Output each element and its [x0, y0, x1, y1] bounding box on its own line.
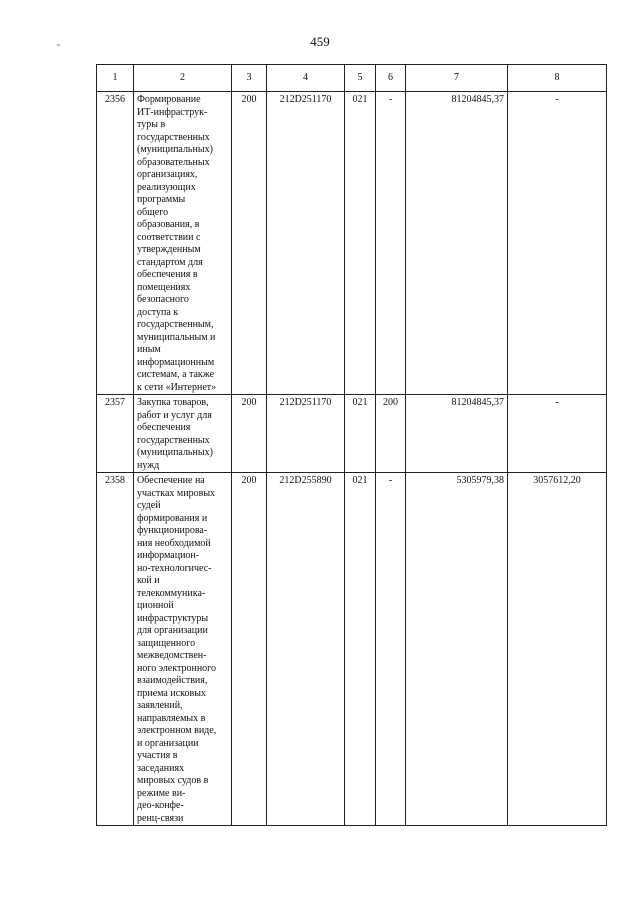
row-c3: 200: [232, 92, 267, 395]
row-name-line: обеспечения в: [137, 269, 198, 280]
table-row: [97, 473, 607, 826]
row-c6: 200: [376, 395, 406, 473]
header-col-6: 6: [376, 65, 406, 92]
row-name-line: образовательных: [137, 156, 210, 168]
table-row: [97, 395, 607, 473]
row-name-line: взаимодействия,: [137, 675, 208, 686]
row-c4: 212D251170: [267, 92, 345, 395]
row-c7: 81204845,37: [406, 92, 508, 395]
row-name-line: ИТ-инфраструк-: [137, 106, 208, 118]
row-name-line: государственных: [137, 131, 210, 143]
row-name-line: део-конфе-: [137, 800, 184, 811]
row-name: [134, 473, 232, 826]
row-name-line: но-технологичес-: [137, 562, 212, 574]
row-c6: -: [376, 92, 406, 395]
row-name-line: ния необходимой: [137, 537, 211, 549]
row-c6: -: [376, 473, 406, 826]
row-c4: 212D251170: [267, 395, 345, 473]
row-name-line: электронном виде,: [137, 725, 217, 736]
row-name-line: инфраструктуры: [137, 612, 209, 624]
table-row: [97, 92, 607, 395]
row-name-line: стандартом для: [137, 256, 203, 268]
row-name-line: обеспечения: [137, 422, 191, 433]
header-col-8: 8: [508, 65, 607, 92]
row-name-line: формирования и: [137, 512, 208, 524]
row-name-line: работ и услуг для: [137, 409, 212, 421]
row-name-line: и организации: [137, 737, 199, 749]
row-name: [134, 395, 232, 473]
row-name-line: судей: [137, 500, 161, 511]
row-name-line: телекоммуника-: [137, 587, 206, 599]
row-name-line: нужд: [137, 459, 160, 471]
row-name-line: общего: [137, 206, 169, 218]
row-name-line: заседаниях: [137, 762, 185, 774]
row-name-line: (муниципальных): [137, 144, 213, 155]
table-header-row: [97, 65, 607, 92]
row-name-line: (муниципальных): [137, 447, 213, 458]
row-name-line: информационным: [137, 356, 215, 368]
row-name-line: доступа к: [137, 306, 179, 318]
row-code: 2357: [97, 395, 134, 473]
row-name-line: мировых судов в: [137, 775, 209, 786]
row-name-line: приема исковых: [137, 687, 206, 699]
row-c3: 200: [232, 473, 267, 826]
row-name-line: Обеспечение на: [137, 475, 205, 486]
row-c8: -: [508, 395, 607, 473]
header-col-1: 1: [97, 65, 134, 92]
row-name-line: программы: [137, 194, 186, 205]
row-name-line: туры в: [137, 119, 166, 130]
row-name-line: муниципальным и: [137, 331, 216, 343]
budget-table: [96, 64, 607, 826]
row-name-line: режиме ви-: [137, 787, 186, 799]
row-name-line: информацион-: [137, 550, 200, 561]
row-name-line: функционирова-: [137, 525, 208, 536]
row-code: 2358: [97, 473, 134, 826]
row-name-line: защищенного: [137, 637, 196, 649]
header-col-4: 4: [267, 65, 345, 92]
row-name-line: направляемых в: [137, 712, 206, 724]
row-name-line: заявлений,: [137, 700, 183, 711]
row-name-line: участия в: [137, 750, 178, 761]
row-name-line: к сети «Интернет»: [137, 381, 217, 393]
row-name-line: государственным,: [137, 319, 214, 330]
header-col-7: 7: [406, 65, 508, 92]
row-name-line: участках мировых: [137, 487, 216, 499]
row-name-line: образования, в: [137, 219, 200, 230]
row-name-line: государственных: [137, 434, 210, 446]
row-c8: -: [508, 92, 607, 395]
row-c4: 212D255890: [267, 473, 345, 826]
row-c5: 021: [345, 473, 376, 826]
row-name-line: помещениях: [137, 281, 191, 293]
header-col-2: 2: [134, 65, 232, 92]
row-name-line: ционной: [137, 600, 174, 611]
row-c3: 200: [232, 395, 267, 473]
row-name-line: межведомствен-: [137, 650, 207, 661]
header-col-5: 5: [345, 65, 376, 92]
row-code: 2356: [97, 92, 134, 395]
row-name-line: системам, а также: [137, 369, 215, 380]
header-col-3: 3: [232, 65, 267, 92]
row-name-line: ренц-связи: [137, 812, 184, 824]
row-name-line: иным: [137, 344, 161, 355]
row-name-line: для организации: [137, 625, 208, 636]
page-number: 459: [310, 34, 330, 49]
row-name-line: реализующих: [137, 181, 196, 193]
row-name-line: безопасного: [137, 294, 189, 305]
row-c5: 021: [345, 92, 376, 395]
row-c5: 021: [345, 395, 376, 473]
scan-speck: [57, 44, 60, 46]
row-name-line: кой и: [137, 575, 160, 586]
row-name-line: Формирование: [137, 94, 201, 105]
row-name-line: ного электронного: [137, 662, 217, 674]
row-name-line: Закупка товаров,: [137, 397, 209, 408]
row-name: [134, 92, 232, 395]
row-c7: 81204845,37: [406, 395, 508, 473]
row-c8: 3057612,20: [508, 473, 607, 826]
row-name-line: организациях,: [137, 169, 198, 180]
row-name-line: утвержденным: [137, 244, 201, 255]
row-name-line: соответствии с: [137, 231, 201, 243]
row-c7: 5305979,38: [406, 473, 508, 826]
